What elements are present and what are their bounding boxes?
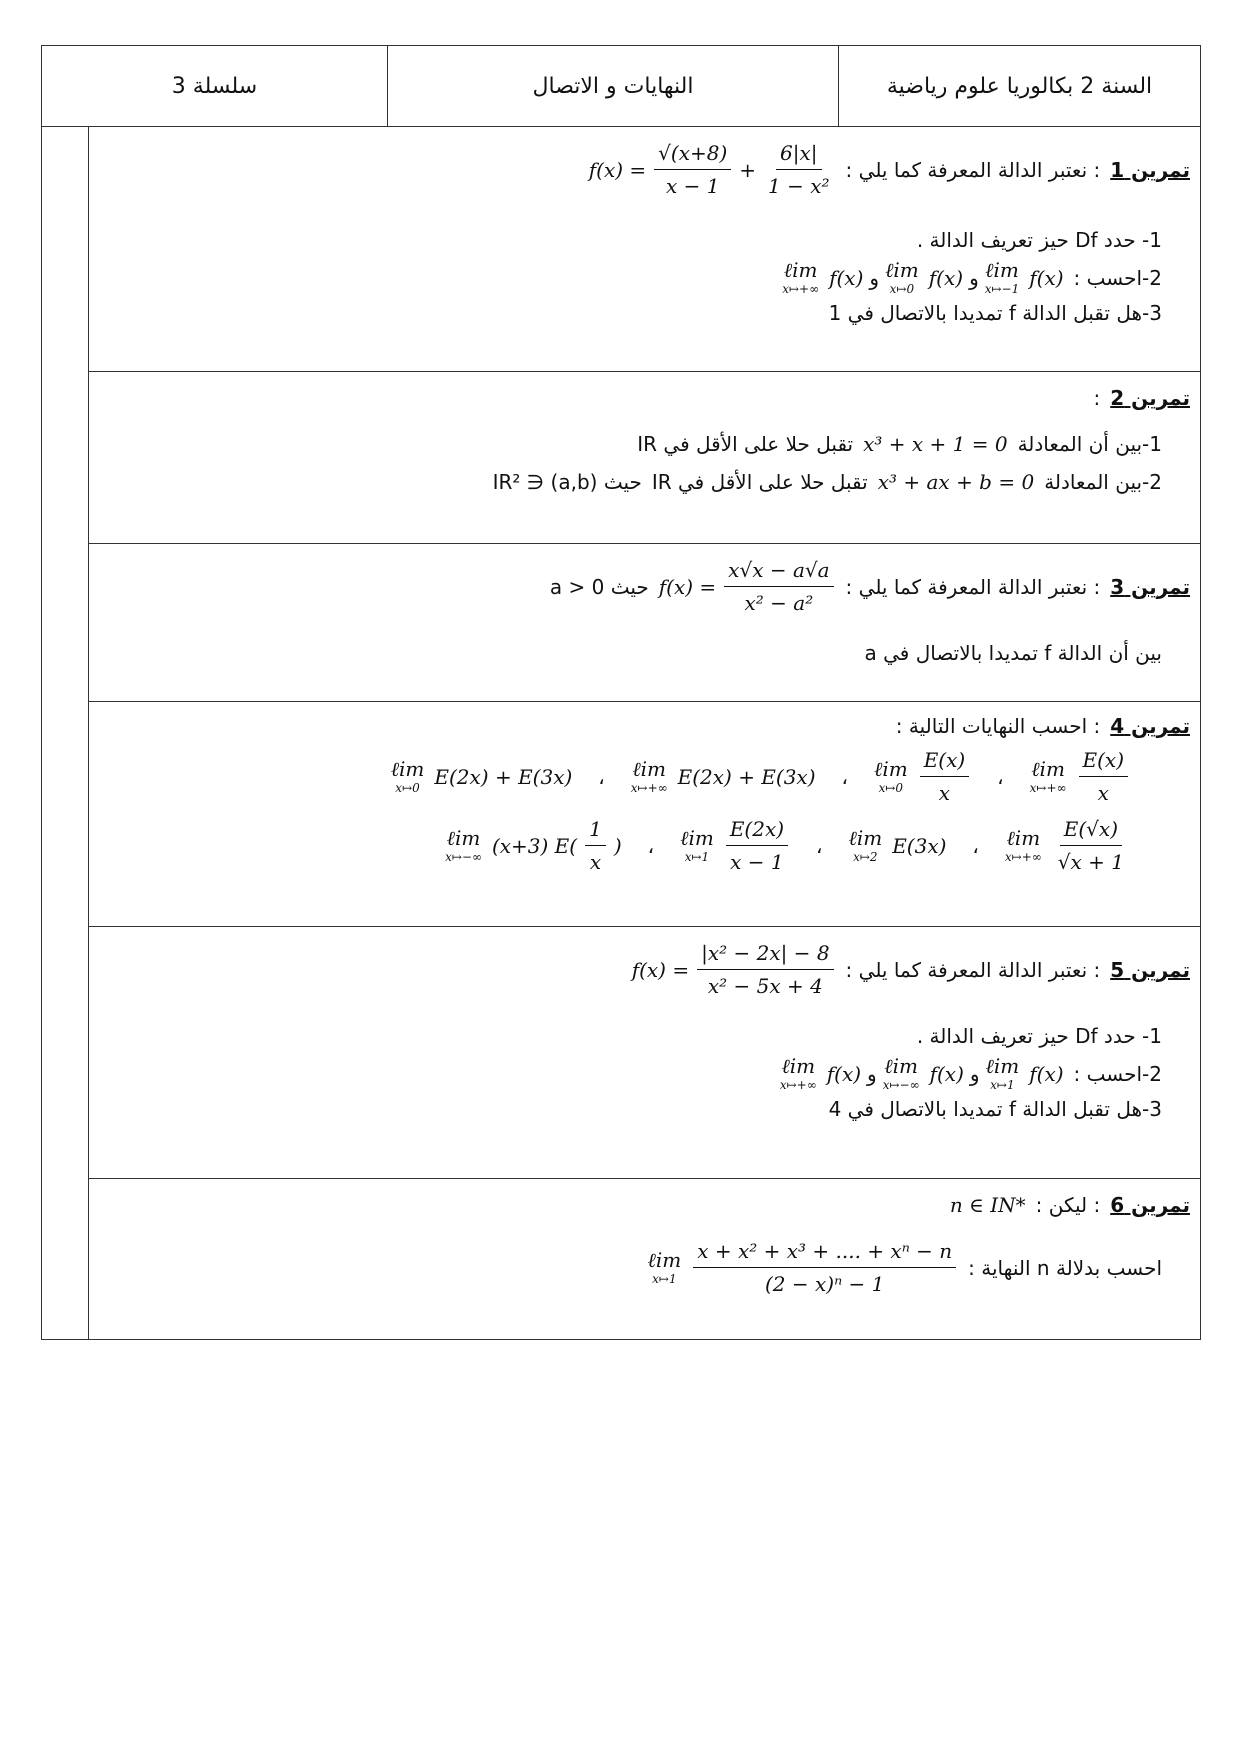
exercise-title: تمرين 6 (1110, 1193, 1190, 1217)
class-level: السنة 2 بكالوريا علوم رياضية (838, 46, 1200, 126)
series-number: سلسلة 3 (171, 73, 258, 99)
question-3: 3-هل تقبل الدالة f تمديدا بالاتصال في 1 (828, 301, 1162, 325)
limit-expression: ℓim x↦1 $\frac{\text{x + x² + x³ + .... + xⁿ − n}}{\text{(2 − x)ⁿ − 1}}$ (648, 1237, 959, 1298)
limits-row-2: ℓim x↦+∞ $\frac{E(√x)}{√x + 1}$ ، ℓim x↦2 E(3x) ، ℓim x↦1 $\frac{E(2x)}{x - 1}$ ، ℓim x↦−∞ (x+3) E( $\frac{1}{x}$ ) (445, 817, 1124, 874)
function-definition: f(x) = $\frac{\text{|x² − 2x| − 8}}{\text{x² − 5x + 4}}$ (632, 939, 836, 1000)
exercise-6: تمرين 6 : ليكن : n ∈ IN* احسب بدلالة n النهاية : ℓim x↦1 $\frac{\text{x + x² + x³ + .... + xⁿ − n}}{\text{(2 − x)ⁿ − 1}}$ (647, 1193, 1190, 1296)
limits-expression: ℓim x↦+∞ f(x) و ℓim x↦0 f(x) و ℓim x↦−1 f(x) (782, 258, 1064, 296)
limits-row-1: ℓim x↦+∞ $\frac{E(x)}{x}$ ، ℓim x↦0 $\frac{E(x)}{x}$ ، ℓim x↦+∞ E(2x) + E(3x) ، ℓim x↦0 E(2x) + E(3x) (99, 746, 1190, 807)
exercise-title: تمرين 4 (1110, 714, 1190, 738)
exercise-4: تمرين 4 : احسب النهايات التالية : ℓim x↦+∞ $\frac{E(x)}{x}$ ، ℓim x↦0 $\frac{E(x)}{x}$ ، ℓim x↦+∞ E(2x) + E(3x) ، ℓim x↦0 E(2x) + E(3x) ℓim x↦+∞ $\frac{E(√x)}{√x + 1}$ ، ℓim x↦2 E(3x) ، ℓim x↦1 $\frac{E(2x)}{x - 1}$ ، ℓim x↦−∞ (x+3) E( $\frac{1}{x}$ ) (89, 702, 1200, 927)
exercise-3: تمرين 3 : نعتبر الدالة المعرفة كما يلي : f(x) = $\frac{x√x - a√a}{\text{x² − a²}}$ حيث a > 0 بين أن الدالة f تمديدا بالاتصال في a (89, 544, 1200, 702)
exercise-title: تمرين 3 (1110, 574, 1190, 599)
exercise-title: تمرين 5 (1110, 957, 1190, 982)
question: احسب بدلالة n النهاية : (968, 1255, 1162, 1280)
exercise-2: تمرين 2 : 1-بين أن المعادلة x³ + x + 1 = 0 تقبل حلا على الأقل في IR 2-بين المعادلة x³ + ax + b = 0 تقبل حلا على الأقل في IR حيث (a,b) ∈ IR² (89, 372, 1200, 544)
limits-expression: ℓim x↦+∞ f(x) و ℓim x↦−∞ f(x) و ℓim x↦1 f(x) (779, 1054, 1064, 1092)
question: بين أن الدالة f تمديدا بالاتصال في a (864, 641, 1162, 665)
question-1: 1- حدد Df حيز تعريف الدالة . (916, 228, 1162, 252)
exercise-5: تمرين 5 : نعتبر الدالة المعرفة كما يلي : f(x) = $\frac{\text{|x² − 2x| − 8}}{\text{x² − 5x + 4}}$ 1- حدد Df حيز تعريف الدالة . 2-احسب : ℓim x↦+∞ f(x) و ℓim x↦−∞ f(x) و ℓim x↦1 f(x) 3-هل تقبل الدالة f تمديدا بالاتصال في 4 (89, 927, 1200, 1179)
exercises-column (89, 127, 1200, 1339)
margin-column (42, 127, 89, 1339)
exercise-title: تمرين 1 (1110, 157, 1190, 182)
question-2: 2-بين المعادلة x³ + ax + b = 0 تقبل حلا على الأقل في IR حيث (a,b) ∈ IR² (492, 470, 1162, 494)
function-definition: f(x) = $\frac{√(x+8)}{x - 1}$ + $\frac{6|x|}{\text{1 − x²}}$ (588, 141, 830, 198)
header-table (41, 45, 1201, 127)
exercise-1 (89, 127, 1200, 372)
question-1: 1- حدد Df حيز تعريف الدالة . (916, 1024, 1162, 1048)
worksheet (41, 45, 1201, 1340)
exercises-table (41, 127, 1201, 1340)
exercise-title: تمرين 2 (1110, 386, 1190, 410)
question-2-label: 2-احسب : (1073, 265, 1162, 290)
exercise-intro: : نعتبر الدالة المعرفة كما يلي : (845, 157, 1101, 182)
question-1: 1-بين أن المعادلة x³ + x + 1 = 0 تقبل حلا على الأقل في IR (637, 432, 1162, 456)
question-3: 3-هل تقبل الدالة f تمديدا بالاتصال في 4 (828, 1097, 1162, 1121)
function-definition: f(x) = $\frac{x√x - a√a}{\text{x² − a²}}$ (659, 556, 836, 617)
lesson-title: النهايات و الاتصال (387, 46, 838, 126)
